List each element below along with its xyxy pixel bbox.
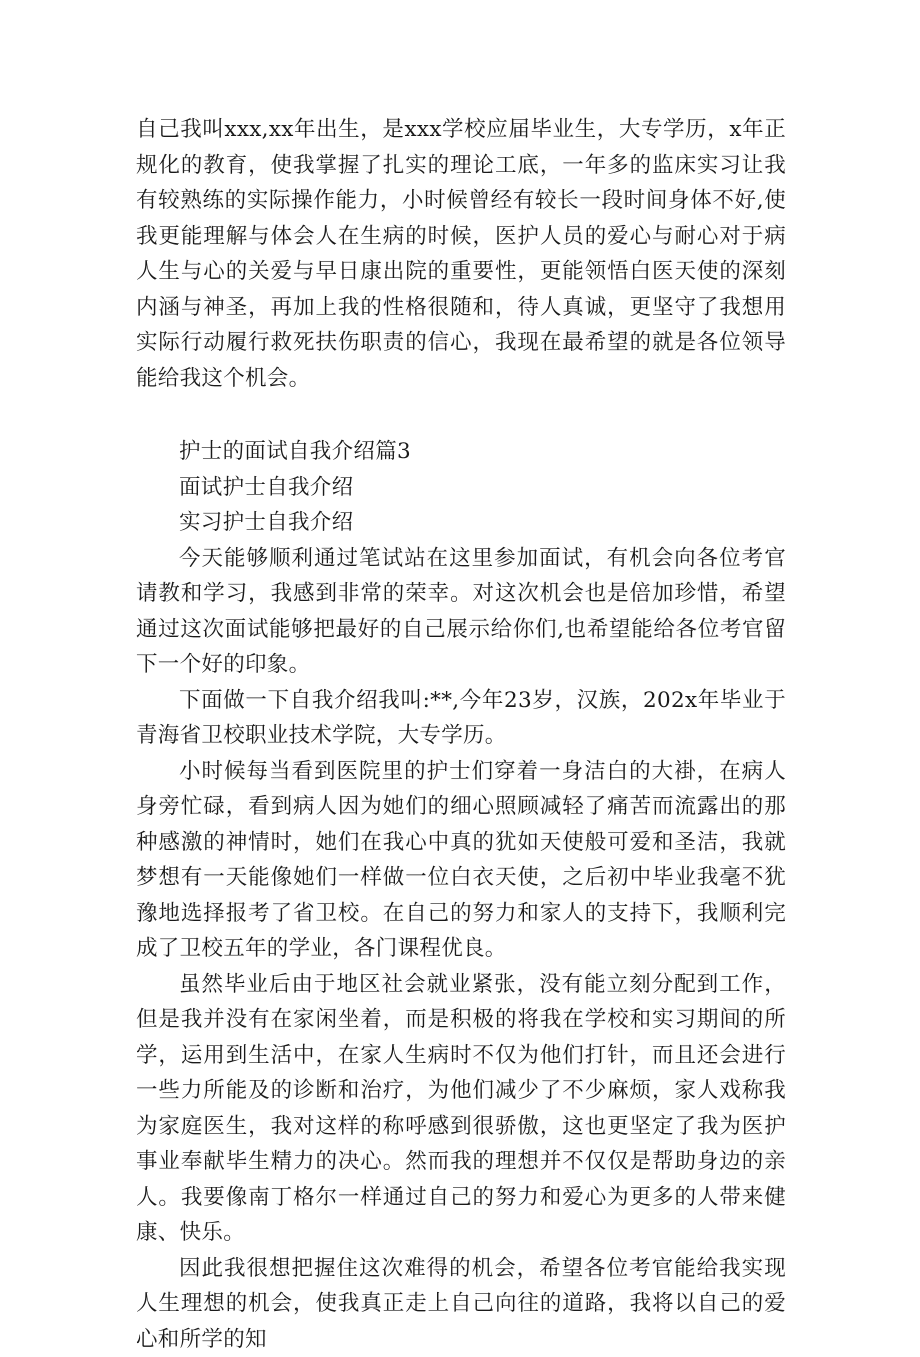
body-paragraph-1: 今天能够顺利通过笔试站在这里参加面试，有机会向各位考官请教和学习，我感到非常的荣幸。对这次机会也是倍加珍惜，希望通过这次面试能够把最好的自己展示给你们,也希望能给各位考官留下一个好的印象。	[136, 541, 786, 683]
subtitle-internship: 实习护士自我介绍	[136, 505, 786, 541]
intro-paragraph: 自己我叫xxx,xx年出生，是xxx学校应届毕业生，大专学历，x年正规化的教育，使我掌握了扎实的理论工底，一年多的监床实习让我有较熟练的实际操作能力，小时候曾经有较长一段时间身体不好,使我更能理解与体会人在生病的时候，医护人员的爱心与耐心对于病人生与心的关爱与早日康出院的重要性，更能领悟白医天使的深刻内涵与神圣，再加上我的性格很随和，待人真诚，更坚守了我想用实际行动履行救死扶伤职责的信心，我现在最希望的就是各位领导能给我这个机会。	[136, 112, 786, 396]
body-paragraph-5: 因此我很想把握住这次难得的机会，希望各位考官能给我实现人生理想的机会，使我真正走上自己向往的道路，我将以自己的爱心和所学的知	[136, 1251, 786, 1357]
body-paragraph-2: 下面做一下自我介绍我叫:**,今年23岁，汉族，202x年毕业于青海省卫校职业技术学院，大专学历。	[136, 683, 786, 754]
section-title: 护士的面试自我介绍篇3	[136, 434, 786, 470]
body-paragraph-4: 虽然毕业后由于地区社会就业紧张，没有能立刻分配到工作，但是我并没有在家闲坐着，而是积极的将我在学校和实习期间的所学，运用到生活中，在家人生病时不仅为他们打针，而且还会进行一些力所能及的诊断和治疗，为他们减少了不少麻烦，家人戏称我为家庭医生，我对这样的称呼感到很骄傲，这也更坚定了我为医护事业奉献毕生精力的决心。然而我的理想并不仅仅是帮助身边的亲人。我要像南丁格尔一样通过自己的努力和爱心为更多的人带来健康、快乐。	[136, 967, 786, 1251]
subtitle-interview: 面试护士自我介绍	[136, 470, 786, 506]
body-paragraph-3: 小时候每当看到医院里的护士们穿着一身洁白的大褂，在病人身旁忙碌，看到病人因为她们的细心照顾减轻了痛苦而流露出的那种感激的神情时，她们在我心中真的犹如天使般可爱和圣洁，我就梦想有一天能像她们一样做一位白衣天使，之后初中毕业我毫不犹豫地选择报考了省卫校。在自己的努力和家人的支持下，我顺利完成了卫校五年的学业，各门课程优良。	[136, 754, 786, 967]
document-body	[136, 112, 786, 1357]
section-spacer	[136, 396, 786, 434]
